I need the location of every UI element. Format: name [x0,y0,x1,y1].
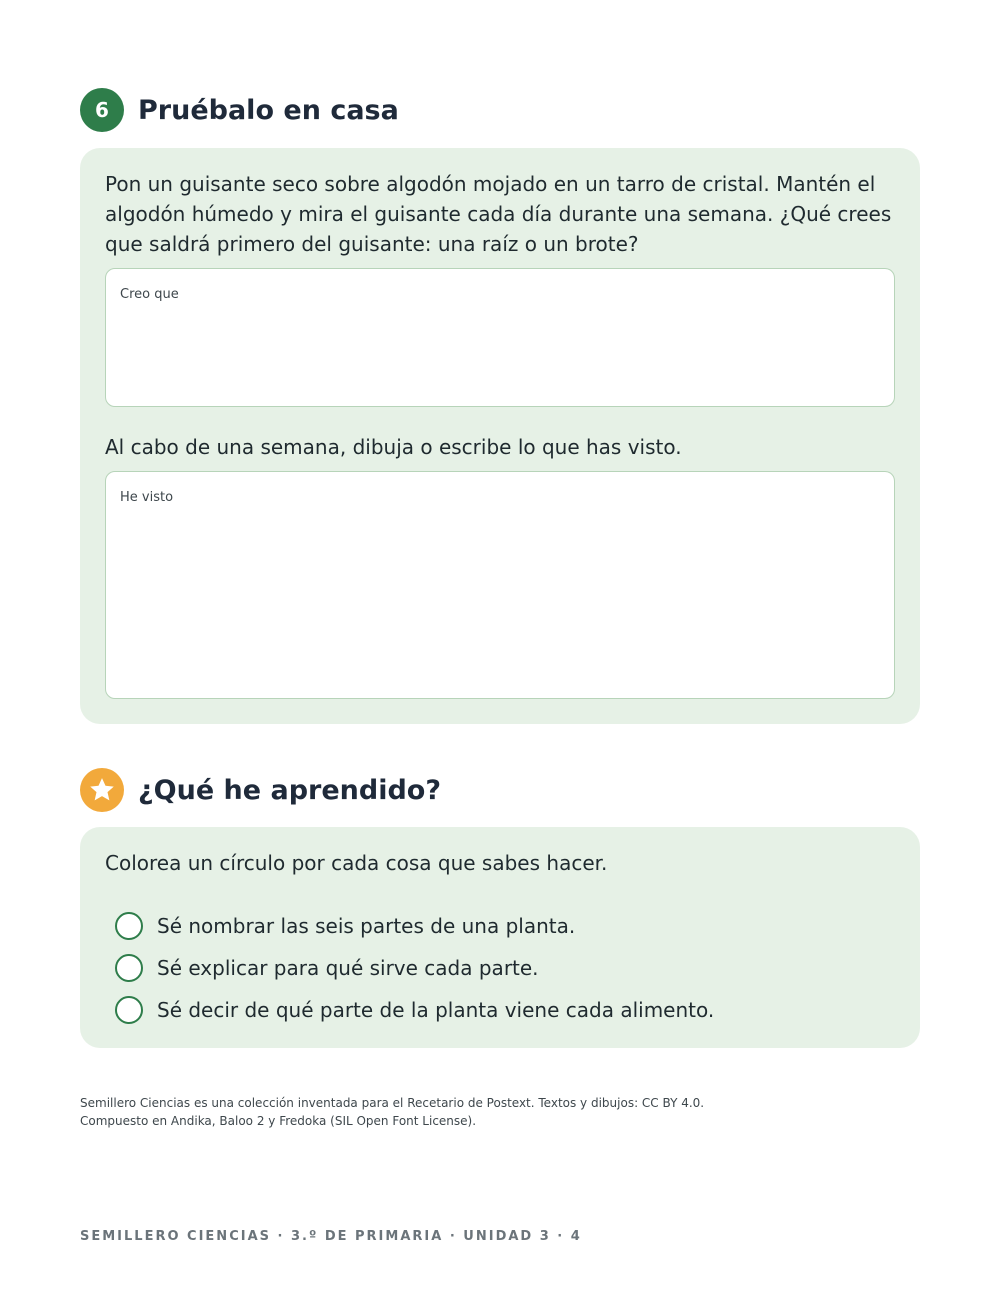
credits-line-2: Compuesto en Andika, Baloo 2 y Fredoka (SIL Open Font License). [80,1114,477,1128]
star-icon [80,768,124,812]
learned-heading [80,768,441,812]
followup-instructions: Al cabo de una semana, dibuja o escribe lo que has visto. [105,435,682,459]
checkbox-circle[interactable] [115,954,143,982]
observation-prompt: He visto [120,490,174,505]
section-number-badge [80,88,124,132]
self-assessment-panel [80,827,920,1048]
checklist-item-label: Sé explicar para qué sirve cada parte. [157,956,539,980]
learned-title: ¿Qué he aprendido? [138,774,441,806]
checklist-item[interactable] [115,993,714,1027]
section-6-heading [80,88,399,132]
checklist-item-label: Sé decir de qué parte de la planta viene cada alimento. [157,998,715,1022]
credits-line-1: Semillero Ciencias es una colección inventada para el Recetario de Postext. Textos y dibujos: CC BY 4.0. [80,1096,705,1110]
observation-answer-box[interactable] [105,471,895,699]
page-footer: SEMILLERO CIENCIAS · 3.º DE PRIMARIA · UNIDAD 3 · 4 [80,1229,582,1244]
self-assessment-intro: Colorea un círculo por cada cosa que sabes hacer. [105,851,608,875]
checklist-item[interactable] [115,951,539,985]
try-at-home-panel [80,148,920,724]
checklist-item-label: Sé nombrar las seis partes de una planta. [157,914,576,938]
section-number: 6 [95,98,109,122]
credits-footnote [80,1094,704,1130]
checkbox-circle[interactable] [115,912,143,940]
prediction-prompt: Creo que [120,287,179,302]
checkbox-circle[interactable] [115,996,143,1024]
checklist-item[interactable] [115,909,575,943]
section-6-title: Pruébalo en casa [138,94,399,126]
prediction-answer-box[interactable] [105,268,895,407]
experiment-instructions: Pon un guisante seco sobre algodón mojado en un tarro de cristal. Mantén el algodón húmedo y mira el guisante cada día durante una semana. ¿Qué crees que saldrá primero del guisante: una raíz o un brote? [105,172,892,256]
